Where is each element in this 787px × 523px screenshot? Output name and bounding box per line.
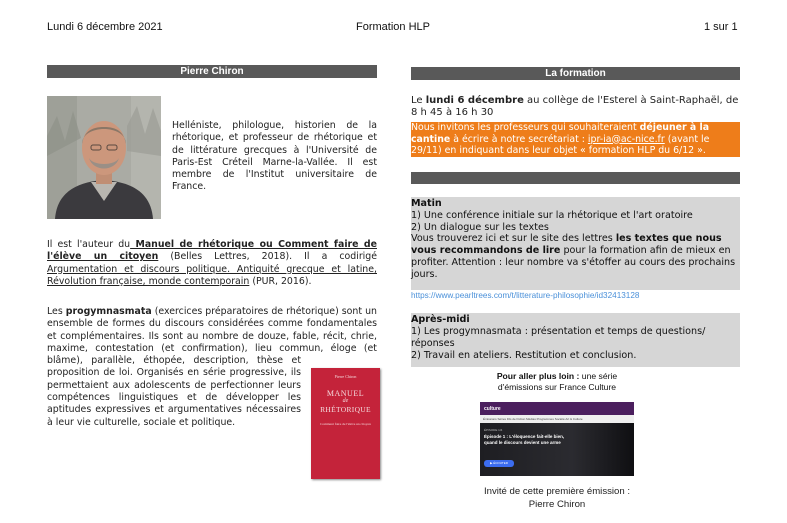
portrait-illustration — [47, 96, 161, 219]
formation-intro — [411, 95, 740, 119]
canteen-bold: déjeuner à la cantine — [411, 122, 710, 145]
morning-texts-prefix: Vous trouverez ici et sur le site des lettres — [411, 233, 616, 245]
morning-texts-bold: les textes que nous vous recommandons de lire — [411, 233, 722, 257]
france-culture-screenshot[interactable] — [480, 402, 634, 476]
book2-link[interactable]: Argumentation et discours politique. Antiquité grecque et latine, Révolution française, monde contemporain — [47, 263, 377, 287]
left-section-bar: Pierre Chiron — [47, 65, 377, 78]
fc-episode-title: Épisode 1 : L'éloquence fait-elle bien, quand le discours devient une arme — [484, 434, 565, 445]
secretariat-email-link[interactable]: ipr-ia@ac-nice.fr — [587, 133, 665, 145]
book-cover-image — [311, 368, 380, 479]
bio-paragraph: Helléniste, philologue, historien de la rhétorique, et professeur de rhétorique et de littérature grecques à l'Université de Paris-Est Créteil Marne-la-Vallée. Il est membre de l'Institut universitaire de France. — [172, 120, 377, 193]
fc-logo: culture — [484, 405, 501, 412]
canteen-prefix: Nous invitons les professeurs qui souhaiteraient — [411, 122, 640, 133]
progym-text: (exercices préparatoires de rhétorique) sont un ensemble de formes du discours considérées comme fondamentales et complémentaires. Ils sont au nombre de douze, fable, récit, chrie, maxime, contestation (et confirmation), lieu commun, éloge (et blâme), parallèle, éthopée, description, thèse et proposition de loi. Organisés en série progressive, ils permettaient aux adolescents de perfectionner leurs compétences linguistiques et de développer les aptitudes expressives et argumentatives nécessaires à leur vie culturelle, sociale et politique. — [47, 306, 377, 428]
portrait-photo — [47, 96, 161, 219]
book-cover-title-2: de — [342, 398, 349, 404]
intro-prefix: Le — [411, 95, 426, 106]
header-page: 1 sur 1 — [704, 21, 738, 33]
further-reading — [480, 371, 634, 393]
canteen-notice — [411, 122, 740, 157]
works-intro: Il est l'auteur du — [47, 239, 131, 250]
book1-meta: (Belles Lettres, 2018). Il a codirigé — [158, 251, 377, 263]
header-date: Lundi 6 décembre 2021 — [47, 21, 163, 33]
pearltrees-link[interactable]: https://www.pearltrees.com/t/litterature-philosophie/id32413128 — [411, 291, 640, 300]
works-paragraph — [47, 239, 377, 288]
morning-line-2: 2) Un dialogue sur les textes — [411, 221, 549, 233]
afternoon-content — [411, 314, 729, 362]
morning-texts-suffix: pour la formation afin de mieux en profiter. Attention : leur nombre va s'étoffer au cours des prochains jours. — [411, 245, 736, 280]
fc-tag: ÉPISODE 1/4 — [484, 428, 503, 432]
right-section-bar: La formation — [411, 67, 740, 80]
book-cover-subtitle: Comment faire de l'élève un citoyen — [320, 422, 371, 426]
afternoon-line-2: 2) Travail en ateliers. Restitution et conclusion. — [411, 350, 637, 361]
morning-content — [411, 198, 736, 281]
fc-listen-button[interactable]: ▶ ÉCOUTER — [484, 460, 514, 467]
book-cover-author: Pierre Chiron — [334, 374, 357, 379]
progym-prefix: Les — [47, 306, 66, 317]
afternoon-line-1: 1) Les progymnasmata : présentation et temps de questions/ réponses — [411, 326, 706, 349]
morning-line-1: 1) Une conférence initiale sur la rhétorique et l'art oratoire — [411, 209, 693, 221]
morning-title: Matin — [411, 198, 442, 209]
header-title: Formation HLP — [356, 21, 430, 33]
further-text: une série d'émissions sur France Culture — [497, 371, 618, 392]
further-bold: Pour aller plus loin : — [496, 371, 580, 381]
intro-date: lundi 6 décembre — [425, 95, 524, 106]
afternoon-title: Après-midi — [411, 314, 470, 325]
book-cover-title-3: RHÉTORIQUE — [320, 405, 371, 414]
fc-nav: Émissions Séries Fils de Fiction Médias Programmes Société Art & Culture — [480, 415, 634, 423]
book1-link[interactable]: Manuel de rhétorique ou Comment faire de l'élève un citoyen — [47, 239, 377, 263]
progym-term: progymnasmata — [65, 306, 152, 317]
book2-meta: (PUR, 2016). — [249, 275, 312, 287]
canteen-mid: à écrire à notre secrétariat : — [450, 133, 588, 145]
canteen-suffix: (avant le 29/11) en indiquant dans leur objet « formation HLP du 6/12 ». — [411, 133, 710, 157]
right-divider-bar — [411, 172, 740, 184]
screenshot-caption: Invité de cette première émission : Pierre Chiron — [483, 486, 631, 510]
book-cover-title-1: MANUEL — [326, 389, 365, 398]
intro-location: au collège de l'Esterel à Saint-Raphaël, de 8 h 45 à 16 h 30 — [411, 95, 739, 118]
